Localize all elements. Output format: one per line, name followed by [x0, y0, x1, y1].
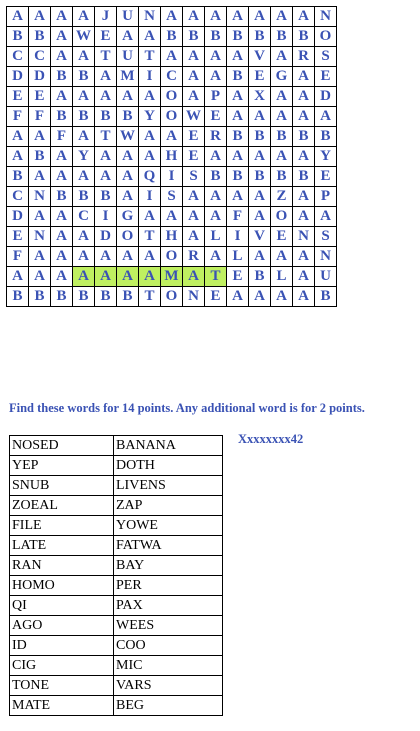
- grid-cell[interactable]: E: [249, 67, 271, 87]
- grid-cell[interactable]: B: [73, 107, 95, 127]
- grid-cell[interactable]: A: [205, 247, 227, 267]
- grid-cell[interactable]: V: [249, 47, 271, 67]
- grid-cell[interactable]: A: [117, 167, 139, 187]
- grid-cell[interactable]: E: [271, 227, 293, 247]
- grid-cell[interactable]: A: [7, 7, 29, 27]
- grid-row: [7, 7, 337, 27]
- grid-cell[interactable]: T: [95, 47, 117, 67]
- word-list-row: [10, 676, 223, 696]
- grid-cell[interactable]: U: [315, 267, 337, 287]
- word-list-item: ZAP: [114, 496, 223, 516]
- grid-cell[interactable]: O: [271, 207, 293, 227]
- grid-cell[interactable]: E: [205, 107, 227, 127]
- word-list-row: [10, 516, 223, 536]
- grid-cell[interactable]: Z: [271, 187, 293, 207]
- grid-cell[interactable]: A: [205, 7, 227, 27]
- word-list-item: LATE: [10, 536, 114, 556]
- grid-cell[interactable]: B: [227, 67, 249, 87]
- grid-cell[interactable]: A: [117, 267, 139, 287]
- grid-cell[interactable]: A: [29, 7, 51, 27]
- word-list-item: CIG: [10, 656, 114, 676]
- grid-cell[interactable]: B: [227, 27, 249, 47]
- grid-cell[interactable]: F: [227, 207, 249, 227]
- grid-cell[interactable]: A: [293, 87, 315, 107]
- grid-cell[interactable]: A: [139, 27, 161, 47]
- word-list-item: COO: [114, 636, 223, 656]
- grid-cell[interactable]: G: [117, 207, 139, 227]
- grid-cell[interactable]: N: [29, 227, 51, 247]
- grid-cell[interactable]: T: [95, 127, 117, 147]
- word-list-row: [10, 456, 223, 476]
- grid-cell[interactable]: A: [139, 147, 161, 167]
- grid-cell[interactable]: A: [73, 7, 95, 27]
- grid-cell[interactable]: L: [271, 267, 293, 287]
- grid-cell[interactable]: A: [271, 247, 293, 267]
- grid-cell[interactable]: B: [227, 127, 249, 147]
- grid-cell[interactable]: A: [51, 147, 73, 167]
- grid-cell[interactable]: E: [7, 87, 29, 107]
- grid-cell[interactable]: L: [227, 247, 249, 267]
- grid-cell[interactable]: A: [51, 227, 73, 247]
- grid-cell[interactable]: B: [95, 107, 117, 127]
- grid-cell[interactable]: P: [205, 87, 227, 107]
- word-list-row: [10, 696, 223, 716]
- grid-cell[interactable]: A: [271, 47, 293, 67]
- grid-row: [7, 87, 337, 107]
- word-list-table: [9, 435, 223, 716]
- grid-cell[interactable]: R: [293, 47, 315, 67]
- grid-cell[interactable]: A: [29, 167, 51, 187]
- grid-cell[interactable]: A: [29, 207, 51, 227]
- grid-cell[interactable]: B: [315, 287, 337, 307]
- grid-cell[interactable]: B: [51, 187, 73, 207]
- grid-cell[interactable]: O: [161, 87, 183, 107]
- grid-cell[interactable]: A: [139, 127, 161, 147]
- grid-cell[interactable]: A: [183, 207, 205, 227]
- grid-cell[interactable]: I: [139, 67, 161, 87]
- word-list-item: MATE: [10, 696, 114, 716]
- grid-cell[interactable]: A: [73, 127, 95, 147]
- grid-cell[interactable]: N: [183, 287, 205, 307]
- grid-cell[interactable]: C: [73, 207, 95, 227]
- grid-cell[interactable]: A: [161, 7, 183, 27]
- grid-cell[interactable]: S: [315, 47, 337, 67]
- grid-cell[interactable]: R: [205, 127, 227, 147]
- word-list-row: [10, 656, 223, 676]
- grid-cell[interactable]: N: [315, 7, 337, 27]
- grid-cell[interactable]: T: [205, 267, 227, 287]
- word-list-item: QI: [10, 596, 114, 616]
- grid-cell[interactable]: A: [95, 87, 117, 107]
- grid-cell[interactable]: F: [7, 247, 29, 267]
- word-list-item: ZOEAL: [10, 496, 114, 516]
- grid-cell[interactable]: A: [7, 147, 29, 167]
- grid-cell[interactable]: A: [51, 7, 73, 27]
- grid-cell[interactable]: A: [51, 167, 73, 187]
- grid-cell[interactable]: A: [73, 267, 95, 287]
- grid-cell[interactable]: A: [249, 207, 271, 227]
- grid-cell[interactable]: A: [183, 267, 205, 287]
- grid-cell[interactable]: N: [315, 247, 337, 267]
- grid-cell[interactable]: E: [183, 147, 205, 167]
- word-list-row: [10, 556, 223, 576]
- grid-cell[interactable]: A: [271, 7, 293, 27]
- grid-cell[interactable]: B: [95, 287, 117, 307]
- grid-cell[interactable]: A: [183, 187, 205, 207]
- grid-cell[interactable]: N: [29, 187, 51, 207]
- grid-cell[interactable]: A: [293, 147, 315, 167]
- grid-cell[interactable]: O: [161, 107, 183, 127]
- grid-cell[interactable]: W: [73, 27, 95, 47]
- word-list-item: AGO: [10, 616, 114, 636]
- grid-cell[interactable]: A: [249, 187, 271, 207]
- grid-cell[interactable]: D: [315, 87, 337, 107]
- grid-cell[interactable]: N: [139, 7, 161, 27]
- grid-cell[interactable]: A: [139, 247, 161, 267]
- grid-cell[interactable]: A: [7, 267, 29, 287]
- grid-row: [7, 27, 337, 47]
- grid-cell[interactable]: A: [51, 87, 73, 107]
- grid-cell[interactable]: E: [227, 267, 249, 287]
- grid-row: [7, 167, 337, 187]
- grid-cell[interactable]: A: [73, 167, 95, 187]
- grid-cell[interactable]: A: [73, 227, 95, 247]
- grid-cell[interactable]: B: [51, 107, 73, 127]
- grid-cell[interactable]: A: [95, 147, 117, 167]
- grid-cell[interactable]: B: [73, 287, 95, 307]
- word-list-item: NOSED: [10, 436, 114, 456]
- grid-cell[interactable]: B: [7, 167, 29, 187]
- grid-cell[interactable]: A: [227, 147, 249, 167]
- grid-cell[interactable]: A: [117, 87, 139, 107]
- grid-cell[interactable]: B: [249, 127, 271, 147]
- grid-cell[interactable]: A: [139, 207, 161, 227]
- grid-cell[interactable]: Y: [73, 147, 95, 167]
- word-list-item: PAX: [114, 596, 223, 616]
- grid-cell[interactable]: O: [315, 27, 337, 47]
- grid-cell[interactable]: Y: [315, 147, 337, 167]
- grid-cell[interactable]: D: [7, 67, 29, 87]
- grid-cell[interactable]: A: [183, 67, 205, 87]
- grid-cell[interactable]: A: [117, 147, 139, 167]
- grid-cell[interactable]: D: [29, 67, 51, 87]
- grid-cell[interactable]: D: [95, 227, 117, 247]
- grid-cell[interactable]: A: [293, 207, 315, 227]
- grid-cell[interactable]: B: [293, 27, 315, 47]
- grid-cell[interactable]: A: [271, 87, 293, 107]
- grid-cell[interactable]: H: [161, 227, 183, 247]
- grid-cell[interactable]: A: [117, 27, 139, 47]
- grid-cell[interactable]: A: [271, 107, 293, 127]
- grid-row: [7, 107, 337, 127]
- grid-cell[interactable]: A: [29, 247, 51, 267]
- grid-cell[interactable]: A: [227, 7, 249, 27]
- grid-cell[interactable]: A: [227, 107, 249, 127]
- word-list-item: BEG: [114, 696, 223, 716]
- grid-cell[interactable]: A: [51, 47, 73, 67]
- word-list-item: WEES: [114, 616, 223, 636]
- grid-cell[interactable]: D: [7, 207, 29, 227]
- grid-cell[interactable]: A: [73, 47, 95, 67]
- grid-cell[interactable]: A: [227, 187, 249, 207]
- word-list-item: HOMO: [10, 576, 114, 596]
- grid-cell[interactable]: A: [139, 87, 161, 107]
- grid-cell[interactable]: A: [293, 287, 315, 307]
- grid-cell[interactable]: I: [95, 207, 117, 227]
- grid-cell[interactable]: A: [205, 207, 227, 227]
- grid-cell[interactable]: A: [161, 207, 183, 227]
- grid-cell[interactable]: A: [51, 267, 73, 287]
- grid-cell[interactable]: A: [29, 127, 51, 147]
- grid-cell[interactable]: U: [117, 47, 139, 67]
- grid-cell[interactable]: B: [315, 127, 337, 147]
- grid-row: [7, 47, 337, 67]
- grid-cell[interactable]: I: [161, 167, 183, 187]
- grid-cell[interactable]: F: [51, 127, 73, 147]
- grid-cell[interactable]: B: [249, 167, 271, 187]
- grid-cell[interactable]: E: [315, 167, 337, 187]
- grid-cell[interactable]: B: [29, 287, 51, 307]
- grid-cell[interactable]: A: [249, 147, 271, 167]
- grid-cell[interactable]: W: [183, 107, 205, 127]
- grid-cell[interactable]: A: [205, 187, 227, 207]
- grid-cell[interactable]: C: [7, 187, 29, 207]
- word-list-row: [10, 436, 223, 456]
- grid-cell[interactable]: B: [293, 127, 315, 147]
- grid-cell[interactable]: A: [73, 247, 95, 267]
- word-list-item: FILE: [10, 516, 114, 536]
- grid-cell[interactable]: E: [183, 127, 205, 147]
- grid-cell[interactable]: B: [29, 27, 51, 47]
- word-list-item: TONE: [10, 676, 114, 696]
- grid-cell[interactable]: A: [183, 87, 205, 107]
- grid-cell[interactable]: A: [205, 47, 227, 67]
- grid-cell[interactable]: S: [315, 227, 337, 247]
- grid-cell[interactable]: A: [51, 207, 73, 227]
- grid-cell[interactable]: B: [95, 187, 117, 207]
- grid-cell[interactable]: A: [293, 107, 315, 127]
- grid-cell[interactable]: T: [139, 287, 161, 307]
- grid-cell[interactable]: B: [117, 107, 139, 127]
- grid-cell[interactable]: G: [271, 67, 293, 87]
- grid-row: [7, 187, 337, 207]
- grid-cell[interactable]: A: [293, 7, 315, 27]
- grid-row: [7, 127, 337, 147]
- grid-cell[interactable]: P: [315, 187, 337, 207]
- grid-cell[interactable]: S: [183, 167, 205, 187]
- grid-cell[interactable]: A: [249, 7, 271, 27]
- grid-cell[interactable]: A: [117, 187, 139, 207]
- grid-cell[interactable]: B: [51, 287, 73, 307]
- grid-cell[interactable]: B: [249, 27, 271, 47]
- grid-cell[interactable]: B: [205, 167, 227, 187]
- grid-cell[interactable]: E: [315, 67, 337, 87]
- grid-cell[interactable]: B: [7, 27, 29, 47]
- grid-cell[interactable]: F: [7, 107, 29, 127]
- grid-cell[interactable]: I: [227, 227, 249, 247]
- word-list-item: YOWE: [114, 516, 223, 536]
- grid-cell[interactable]: E: [7, 227, 29, 247]
- grid-cell[interactable]: B: [271, 127, 293, 147]
- grid-cell[interactable]: A: [51, 27, 73, 47]
- grid-cell[interactable]: M: [117, 67, 139, 87]
- word-list-row: [10, 596, 223, 616]
- grid-cell[interactable]: Q: [139, 167, 161, 187]
- grid-cell[interactable]: L: [205, 227, 227, 247]
- word-list-row: [10, 616, 223, 636]
- word-list-item: ID: [10, 636, 114, 656]
- grid-cell[interactable]: F: [29, 107, 51, 127]
- grid-cell[interactable]: J: [95, 7, 117, 27]
- username-label: Xxxxxxxx42: [238, 432, 304, 446]
- grid-cell[interactable]: B: [29, 147, 51, 167]
- grid-cell[interactable]: A: [227, 287, 249, 307]
- grid-cell[interactable]: V: [249, 227, 271, 247]
- grid-row: [7, 287, 337, 307]
- grid-cell[interactable]: C: [29, 47, 51, 67]
- grid-cell[interactable]: A: [293, 267, 315, 287]
- grid-cell[interactable]: A: [183, 227, 205, 247]
- grid-row: [7, 67, 337, 87]
- grid-cell[interactable]: M: [161, 267, 183, 287]
- grid-cell[interactable]: T: [139, 227, 161, 247]
- word-list-item: SNUB: [10, 476, 114, 496]
- grid-cell[interactable]: A: [293, 247, 315, 267]
- grid-cell[interactable]: A: [95, 67, 117, 87]
- grid-row: [7, 227, 337, 247]
- grid-cell[interactable]: A: [95, 247, 117, 267]
- grid-cell[interactable]: B: [73, 187, 95, 207]
- grid-cell[interactable]: I: [139, 187, 161, 207]
- grid-cell[interactable]: R: [183, 247, 205, 267]
- grid-cell[interactable]: Y: [139, 107, 161, 127]
- grid-cell[interactable]: A: [51, 247, 73, 267]
- grid-cell[interactable]: A: [205, 147, 227, 167]
- grid-cell[interactable]: S: [161, 187, 183, 207]
- word-list-item: MIC: [114, 656, 223, 676]
- grid-row: [7, 267, 337, 287]
- grid-cell[interactable]: B: [293, 167, 315, 187]
- instructions-text: Find these words for 14 points. Any additional word is for 2 points.: [9, 401, 365, 415]
- grid-cell[interactable]: A: [271, 147, 293, 167]
- grid-row: [7, 207, 337, 227]
- word-list-item: RAN: [10, 556, 114, 576]
- word-list-item: BANANA: [114, 436, 223, 456]
- word-list-row: [10, 476, 223, 496]
- grid-cell[interactable]: B: [271, 167, 293, 187]
- word-list-item: PER: [114, 576, 223, 596]
- grid-cell[interactable]: B: [205, 27, 227, 47]
- grid-cell[interactable]: A: [227, 87, 249, 107]
- grid-cell[interactable]: A: [293, 187, 315, 207]
- word-list-item: DOTH: [114, 456, 223, 476]
- grid-cell[interactable]: B: [117, 287, 139, 307]
- grid-cell[interactable]: E: [29, 87, 51, 107]
- word-list-row: [10, 536, 223, 556]
- grid-cell[interactable]: A: [249, 287, 271, 307]
- grid-cell[interactable]: A: [161, 47, 183, 67]
- grid-cell[interactable]: O: [161, 247, 183, 267]
- grid-cell[interactable]: B: [249, 267, 271, 287]
- grid-cell[interactable]: A: [183, 47, 205, 67]
- grid-cell[interactable]: A: [205, 67, 227, 87]
- grid-cell[interactable]: A: [117, 247, 139, 267]
- grid-cell[interactable]: B: [161, 27, 183, 47]
- grid-cell[interactable]: A: [249, 247, 271, 267]
- grid-cell[interactable]: A: [315, 107, 337, 127]
- word-list-item: YEP: [10, 456, 114, 476]
- grid-cell[interactable]: A: [293, 67, 315, 87]
- grid-cell[interactable]: C: [161, 67, 183, 87]
- grid-cell[interactable]: O: [161, 287, 183, 307]
- grid-cell[interactable]: A: [227, 47, 249, 67]
- grid-cell[interactable]: T: [139, 47, 161, 67]
- grid-cell[interactable]: A: [161, 127, 183, 147]
- grid-cell[interactable]: X: [249, 87, 271, 107]
- grid-cell[interactable]: A: [95, 167, 117, 187]
- grid-cell[interactable]: A: [315, 207, 337, 227]
- grid-cell[interactable]: A: [139, 267, 161, 287]
- grid-cell[interactable]: B: [51, 67, 73, 87]
- grid-cell[interactable]: B: [7, 287, 29, 307]
- grid-cell[interactable]: W: [117, 127, 139, 147]
- grid-cell[interactable]: O: [117, 227, 139, 247]
- grid-cell[interactable]: B: [271, 27, 293, 47]
- grid-cell[interactable]: C: [7, 47, 29, 67]
- grid-cell[interactable]: A: [7, 127, 29, 147]
- word-list-row: [10, 576, 223, 596]
- grid-cell[interactable]: A: [29, 267, 51, 287]
- grid-cell[interactable]: E: [95, 27, 117, 47]
- grid-row: [7, 247, 337, 267]
- word-list-item: FATWA: [114, 536, 223, 556]
- grid-cell[interactable]: E: [205, 287, 227, 307]
- word-list-item: VARS: [114, 676, 223, 696]
- grid-cell[interactable]: B: [73, 67, 95, 87]
- word-list-row: [10, 636, 223, 656]
- grid-cell[interactable]: A: [183, 7, 205, 27]
- grid-cell[interactable]: H: [161, 147, 183, 167]
- grid-cell[interactable]: A: [73, 87, 95, 107]
- word-list-item: LIVENS: [114, 476, 223, 496]
- word-list-row: [10, 496, 223, 516]
- grid-cell[interactable]: N: [293, 227, 315, 247]
- grid-cell[interactable]: B: [227, 167, 249, 187]
- grid-cell[interactable]: A: [271, 287, 293, 307]
- grid-cell[interactable]: U: [117, 7, 139, 27]
- grid-cell[interactable]: A: [249, 107, 271, 127]
- grid-cell[interactable]: A: [95, 267, 117, 287]
- grid-cell[interactable]: B: [183, 27, 205, 47]
- word-search-grid: [6, 6, 337, 307]
- word-list-item: BAY: [114, 556, 223, 576]
- grid-row: [7, 147, 337, 167]
